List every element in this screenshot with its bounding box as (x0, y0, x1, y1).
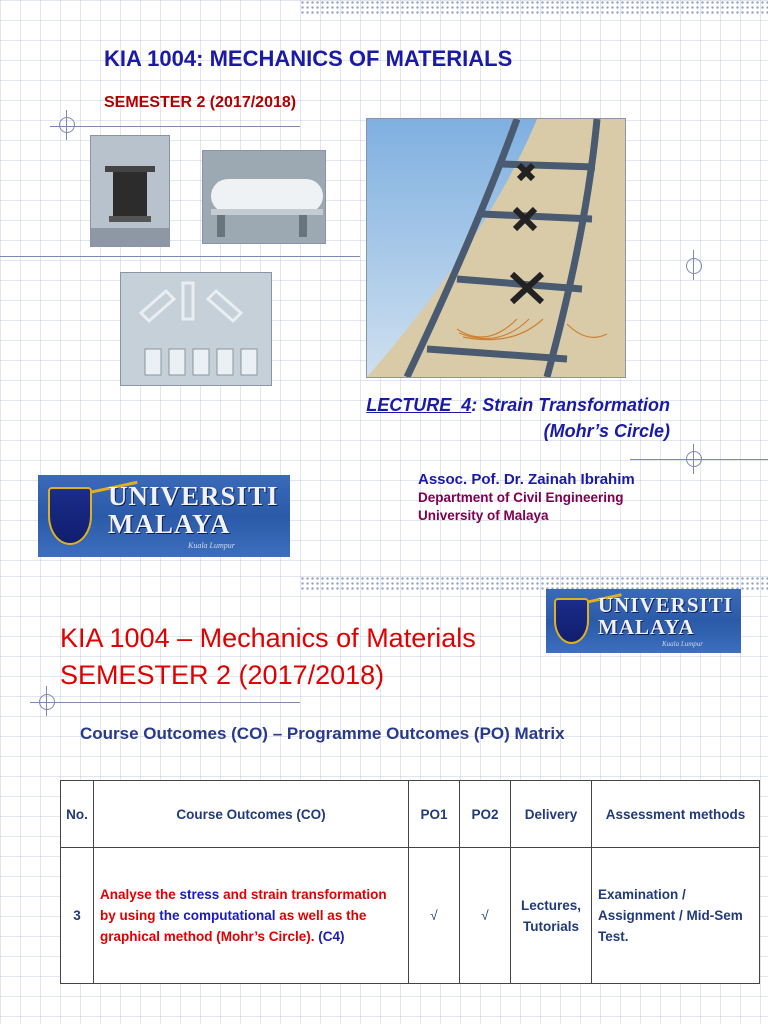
crest-icon (48, 487, 92, 545)
lecture-label: LECTURE 4 (366, 395, 472, 415)
rule-line (50, 126, 300, 127)
university-name: University of Malaya (418, 508, 549, 523)
table-row (61, 848, 760, 984)
logo-line1: UNIVERSITI (108, 481, 279, 511)
row-delivery: Lectures, Tutorials (511, 848, 592, 984)
ring-ornament (59, 117, 75, 133)
header-po1: PO1 (409, 781, 460, 848)
co-po-matrix-table (60, 780, 760, 984)
header-po2: PO2 (460, 781, 511, 848)
header-delivery: Delivery (511, 781, 592, 848)
logo-line1: UNIVERSITI (598, 593, 733, 617)
header-co: Course Outcomes (CO) (94, 781, 409, 848)
semester-label: SEMESTER 2 (2017/2018) (104, 94, 297, 111)
university-logo (38, 475, 290, 557)
matrix-title: Course Outcomes (CO) – Programme Outcomes (PO) Matrix (80, 724, 565, 743)
slide2-title-line2: SEMESTER 2 (2017/2018) (60, 660, 385, 690)
department-name: Department of Civil Engineering (418, 490, 624, 505)
lecture-heading (366, 395, 670, 416)
row-po2-check: √ (460, 848, 511, 984)
rosette-gauge-photo (120, 272, 272, 386)
specimen-photo (90, 135, 170, 247)
lecture-title: : Strain Transformation (471, 395, 670, 415)
dotted-band (300, 576, 768, 590)
logo-city: Kuala Lumpur (662, 640, 704, 648)
crest-icon (554, 598, 589, 644)
rule-line (66, 110, 67, 140)
lecture-subtitle: (Mohr’s Circle) (543, 421, 670, 441)
rule-line (30, 702, 300, 703)
dotted-band (300, 0, 768, 16)
university-logo-small (546, 589, 741, 653)
course-title: KIA 1004: MECHANICS OF MATERIALS (104, 46, 513, 71)
row-no: 3 (61, 848, 94, 984)
logo-line2: MALAYA (108, 509, 231, 539)
header-assessment: Assessment methods (592, 781, 760, 848)
row-po1-check: √ (409, 848, 460, 984)
aircraft-structure-photo (366, 118, 626, 378)
ring-ornament (39, 694, 55, 710)
ring-ornament (686, 258, 702, 274)
logo-line2: MALAYA (598, 615, 695, 639)
logo-city: Kuala Lumpur (188, 541, 235, 550)
row-co: Analyse the stress and strain transformation by using the computational as well as the graphical method (Mohr’s Circle). (C4) (94, 848, 409, 984)
rule-line (0, 256, 360, 257)
rule-line (46, 686, 47, 716)
rule-line (693, 444, 694, 474)
slide2-title-line1: KIA 1004 – Mechanics of Materials (60, 623, 476, 653)
row-assessment: Examination / Assignment / Mid-Sem Test. (592, 848, 760, 984)
pressure-vessel-photo (202, 150, 326, 244)
author-name: Assoc. Pof. Dr. Zainah Ibrahim (418, 471, 635, 488)
header-no: No. (61, 781, 94, 848)
ring-ornament (686, 451, 702, 467)
rule-line (693, 250, 694, 280)
table-header-row (61, 781, 760, 848)
